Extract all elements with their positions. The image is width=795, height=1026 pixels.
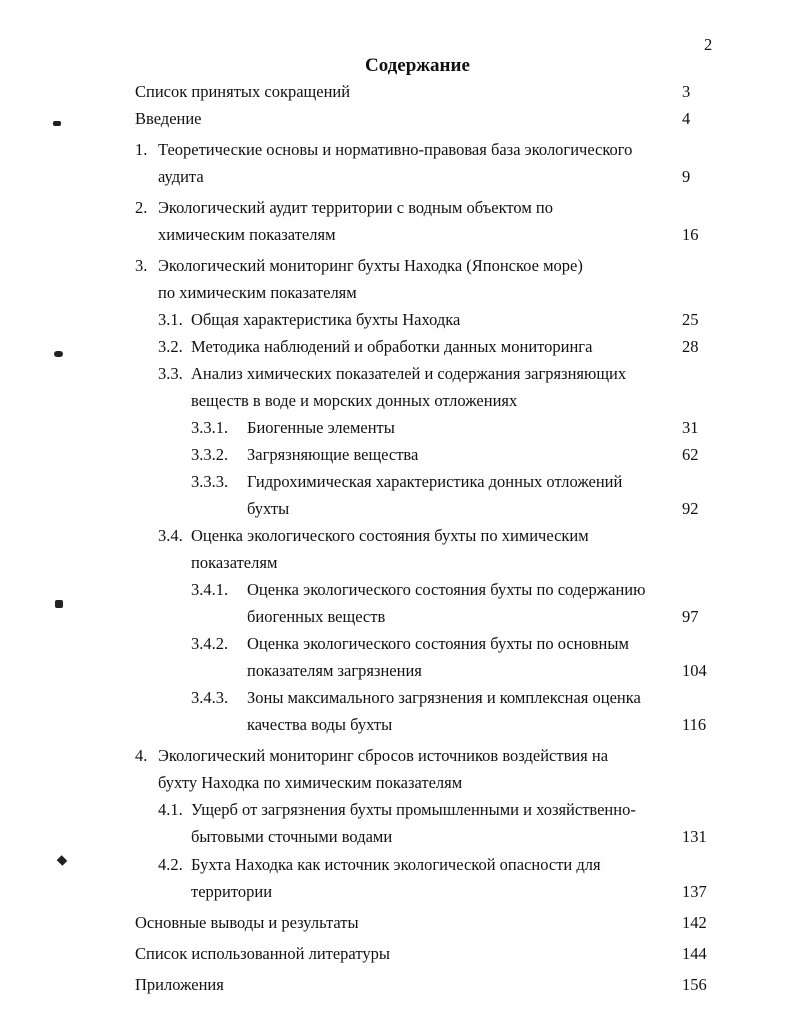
toc-page-number: 131 [682,827,707,846]
toc-entry-number: 3.3.3. [191,472,229,491]
page-number: 2 [704,35,713,54]
toc-entry-label-continued: бухты [247,499,290,518]
toc-entry-label: Введение [135,109,202,128]
toc-entry-label-continued: биогенных веществ [247,607,386,626]
toc-entry-number: 3.2. [158,337,183,356]
toc-entry-label-continued: химическим показателям [158,225,336,244]
toc-entry-label-continued: по химическим показателям [158,283,357,302]
toc-page-number: 25 [682,310,699,329]
toc-entry-label: Оценка экологического состояния бухты по основным [247,634,629,653]
toc-entry-label: Методика наблюдений и обработки данных мониторинга [191,337,593,356]
toc-entry-label: Гидрохимическая характеристика донных отложений [247,472,623,491]
toc-entry-number: 3.4. [158,526,183,545]
toc-entry-label: Зоны максимального загрязнения и комплексная оценка [247,688,641,707]
toc-entry-number: 3.3. [158,364,183,383]
toc-page-number: 62 [682,445,699,464]
toc-page-number: 28 [682,337,699,356]
toc-entry-label-continued: бытовыми сточными водами [191,827,393,846]
toc-page-number: 156 [682,975,707,994]
toc-entry-label: Теоретические основы и нормативно-правовая база экологического [158,140,633,159]
toc-entry-number: 3.3.2. [191,445,229,464]
toc-entry-number: 3.4.2. [191,634,229,653]
toc-entry-label-continued: показателям [191,553,278,572]
toc-entry-label: Список принятых сокращений [135,82,351,101]
toc-page-number: 137 [682,882,707,901]
toc-entry-label: Экологический мониторинг бухты Находка (Японское море) [158,256,583,275]
toc-entry-number: 3.4.3. [191,688,229,707]
toc-entry-label: Экологический аудит территории с водным объектом по [158,198,553,217]
toc-page-number: 144 [682,944,707,963]
toc-entry-label: Анализ химических показателей и содержания загрязняющих [191,364,627,383]
toc-page-number: 31 [682,418,699,437]
toc-entry-label-continued: территории [191,882,273,901]
scan-speck [55,600,63,608]
toc-page-number: 3 [682,82,691,101]
toc-page-number: 16 [682,225,699,244]
page-title: Содержание [365,55,470,76]
toc-page-number: 4 [682,109,691,128]
toc-entry-number: 4. [135,746,148,765]
toc-entry-label-continued: аудита [158,167,204,186]
toc-entry-label-continued: качества воды бухты [247,715,393,734]
toc-entry-label: Оценка экологического состояния бухты по содержанию [247,580,646,599]
scan-speck [54,351,63,357]
toc-page-number: 9 [682,167,691,186]
toc-entry-label-continued: веществ в воде и морских донных отложениях [191,391,518,410]
toc-entry-number: 2. [135,198,148,217]
toc-entry-number: 3.3.1. [191,418,229,437]
toc-entry-label-continued: бухту Находка по химическим показателям [158,773,463,792]
toc-entry-number: 3. [135,256,148,275]
toc-entry-label: Оценка экологического состояния бухты по химическим [191,526,589,545]
toc-entry-label: Общая характеристика бухты Находка [191,310,461,329]
toc-entry-number: 4.2. [158,855,183,874]
toc-page-number: 116 [682,715,707,734]
toc-entry-number: 3.4.1. [191,580,229,599]
toc-entry-label: Загрязняющие вещества [247,445,419,464]
toc-entry-number: 4.1. [158,800,183,819]
scan-speck [53,121,61,126]
toc-entry-number: 1. [135,140,148,159]
scan-speck [57,855,68,866]
toc-entry-label-continued: показателям загрязнения [247,661,422,680]
toc-entry-label: Бухта Находка как источник экологической опасности для [191,855,601,874]
toc-entry-label: Биогенные элементы [247,418,395,437]
toc-page-number: 104 [682,661,707,680]
toc-page-number: 92 [682,499,699,518]
toc-entry-number: 3.1. [158,310,183,329]
toc-page-number: 142 [682,913,707,932]
toc-page-number: 97 [682,607,699,626]
toc-entry-label: Приложения [135,975,224,994]
toc-entry-label: Экологический мониторинг сбросов источников воздействия на [158,746,609,765]
toc-entry-label: Основные выводы и результаты [135,913,359,932]
toc-entry-label: Ущерб от загрязнения бухты промышленными и хозяйственно- [191,800,636,819]
toc-entry-label: Список использованной литературы [135,944,390,963]
